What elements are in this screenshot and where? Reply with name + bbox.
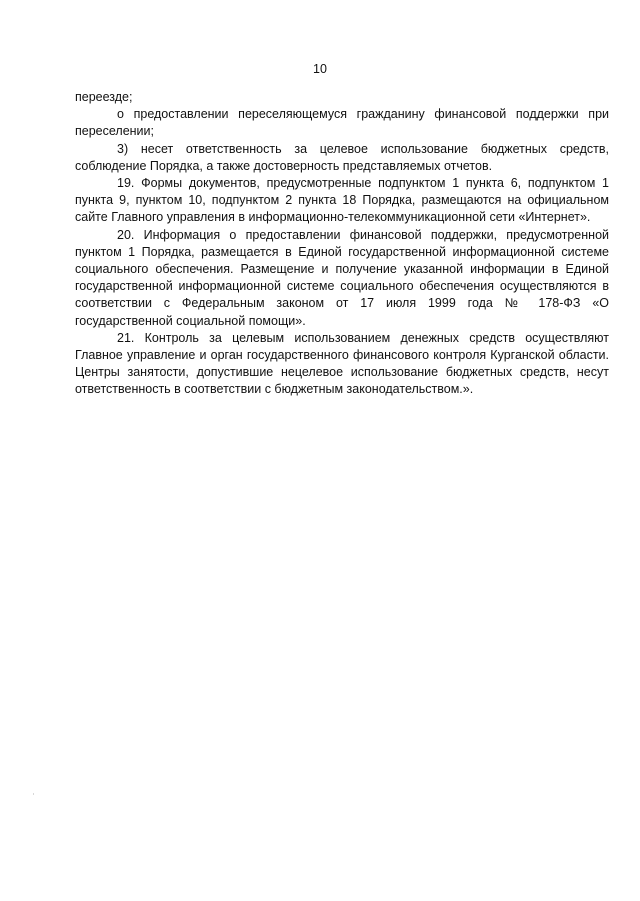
document-body xyxy=(75,89,609,399)
paragraph-item-3-responsibility: 3) несет ответственность за целевое использование бюджетных средств, соблюдение Порядка, а также достоверность представляемых отчетов. xyxy=(75,141,609,173)
scan-speck xyxy=(33,793,34,795)
page-number: 10 xyxy=(313,62,327,76)
paragraph-continuation: переезде; xyxy=(75,90,133,104)
paragraph-point-20: 20. Информация о предоставлении финансовой поддержки, предусмотренной пунктом 1 Порядка, размещается в Единой государственной информационной системе социального обеспечения. Размещение и получение указанной информации в Единой государственной информационной системе социального обеспечения осуществляются в соответствии с Федеральным законом от 17 июля 1999 года № 178-ФЗ «О государственной социальной помощи». xyxy=(75,227,609,328)
paragraph-point-19: 19. Формы документов, предусмотренные подпунктом 1 пункта 6, подпунктом 1 пункта 9, пунктом 10, подпунктом 2 пункта 18 Порядка, размещаются на официальном сайте Главного управления в информационно-телекоммуникационной сети «Интернет». xyxy=(75,176,609,225)
paragraph-financial-support-item: о предоставлении переселяющемуся гражданину финансовой поддержки при переселении; xyxy=(75,107,609,139)
paragraph-point-21: 21. Контроль за целевым использованием денежных средств осуществляют Главное управление и орган государственного финансового контроля Курганской области. Центры занятости, допустившие нецелевое использование бюджетных средств, несут ответственность в соответствии с бюджетным законодательством.». xyxy=(75,330,609,397)
